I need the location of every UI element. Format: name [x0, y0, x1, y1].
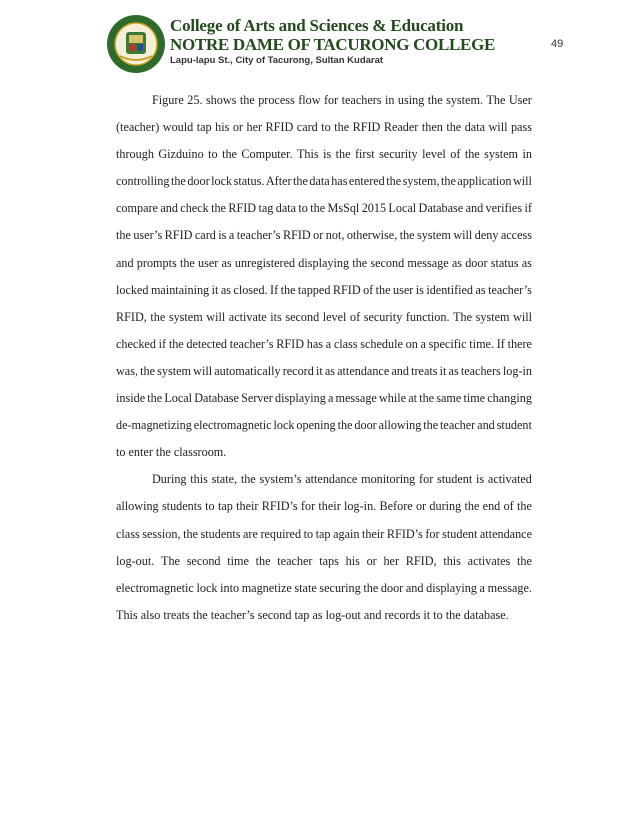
text-line: RFID, the system will activate its second level of security function. The system will — [116, 309, 532, 324]
text-line: This also treats the teacher’s second tap as log-out and records it to the database. — [116, 607, 509, 622]
text-line: log-out. The second time the teacher taps his or her RFID, this activates the — [116, 553, 532, 568]
text-line: and prompts the user as unregistered displaying the second message as door status as — [116, 255, 532, 270]
text-line: checked if the detected teacher’s RFID has a class schedule on a specific time. If there — [116, 336, 532, 351]
text-line: Figure 25. shows the process flow for teachers in using the system. The User — [152, 93, 532, 107]
text-line: de-magnetizing electromagnetic lock opening the door allowing the teacher and student — [116, 418, 532, 433]
text-line: electromagnetic lock into magnetize state securing the door and displaying a message. — [116, 580, 532, 595]
college-address: Lapu-lapu St., City of Tacurong, Sultan Kudarat — [170, 55, 384, 66]
college-department-title: College of Arts and Sciences & Education — [170, 16, 464, 35]
text-line: inside the Local Database Server displaying a message while at the same time changing — [116, 391, 532, 406]
page-number: 49 — [551, 38, 564, 50]
text-line: controlling the door lock status. After the data has entered the system, the application will — [116, 174, 532, 189]
college-header — [106, 14, 496, 74]
document-body — [116, 87, 532, 629]
college-seal-icon — [106, 14, 166, 74]
text-line: was, the system will automatically record it as attendance and treats it as teachers log-in — [116, 363, 532, 378]
text-line: compare and check the RFID tag data to the MsSql 2015 Local Database and verifies if — [116, 201, 532, 216]
text-line: locked maintaining it as closed. If the tapped RFID of the user is identified as teacher’s — [116, 282, 532, 297]
paragraph — [116, 87, 532, 466]
text-line: class session, the students are required to tap again their RFID’s for student attendance — [116, 526, 532, 541]
text-line: During this state, the system’s attendance monitoring for student is activated — [152, 472, 532, 487]
paragraph — [116, 466, 532, 629]
text-line: to enter the classroom. — [116, 445, 227, 460]
college-name: NOTRE DAME OF TACURONG COLLEGE — [170, 35, 496, 54]
text-line: the user’s RFID card is a teacher’s RFID or not, otherwise, the system will deny access — [116, 228, 532, 243]
text-line: (teacher) would tap his or her RFID card to the RFID Reader then the data will pass — [116, 120, 532, 135]
text-line: through Gizduino to the Computer. This is the first security level of the system in — [116, 147, 532, 162]
text-line: allowing students to tap their RFID’s for their log-in. Before or during the end of the — [116, 499, 532, 514]
